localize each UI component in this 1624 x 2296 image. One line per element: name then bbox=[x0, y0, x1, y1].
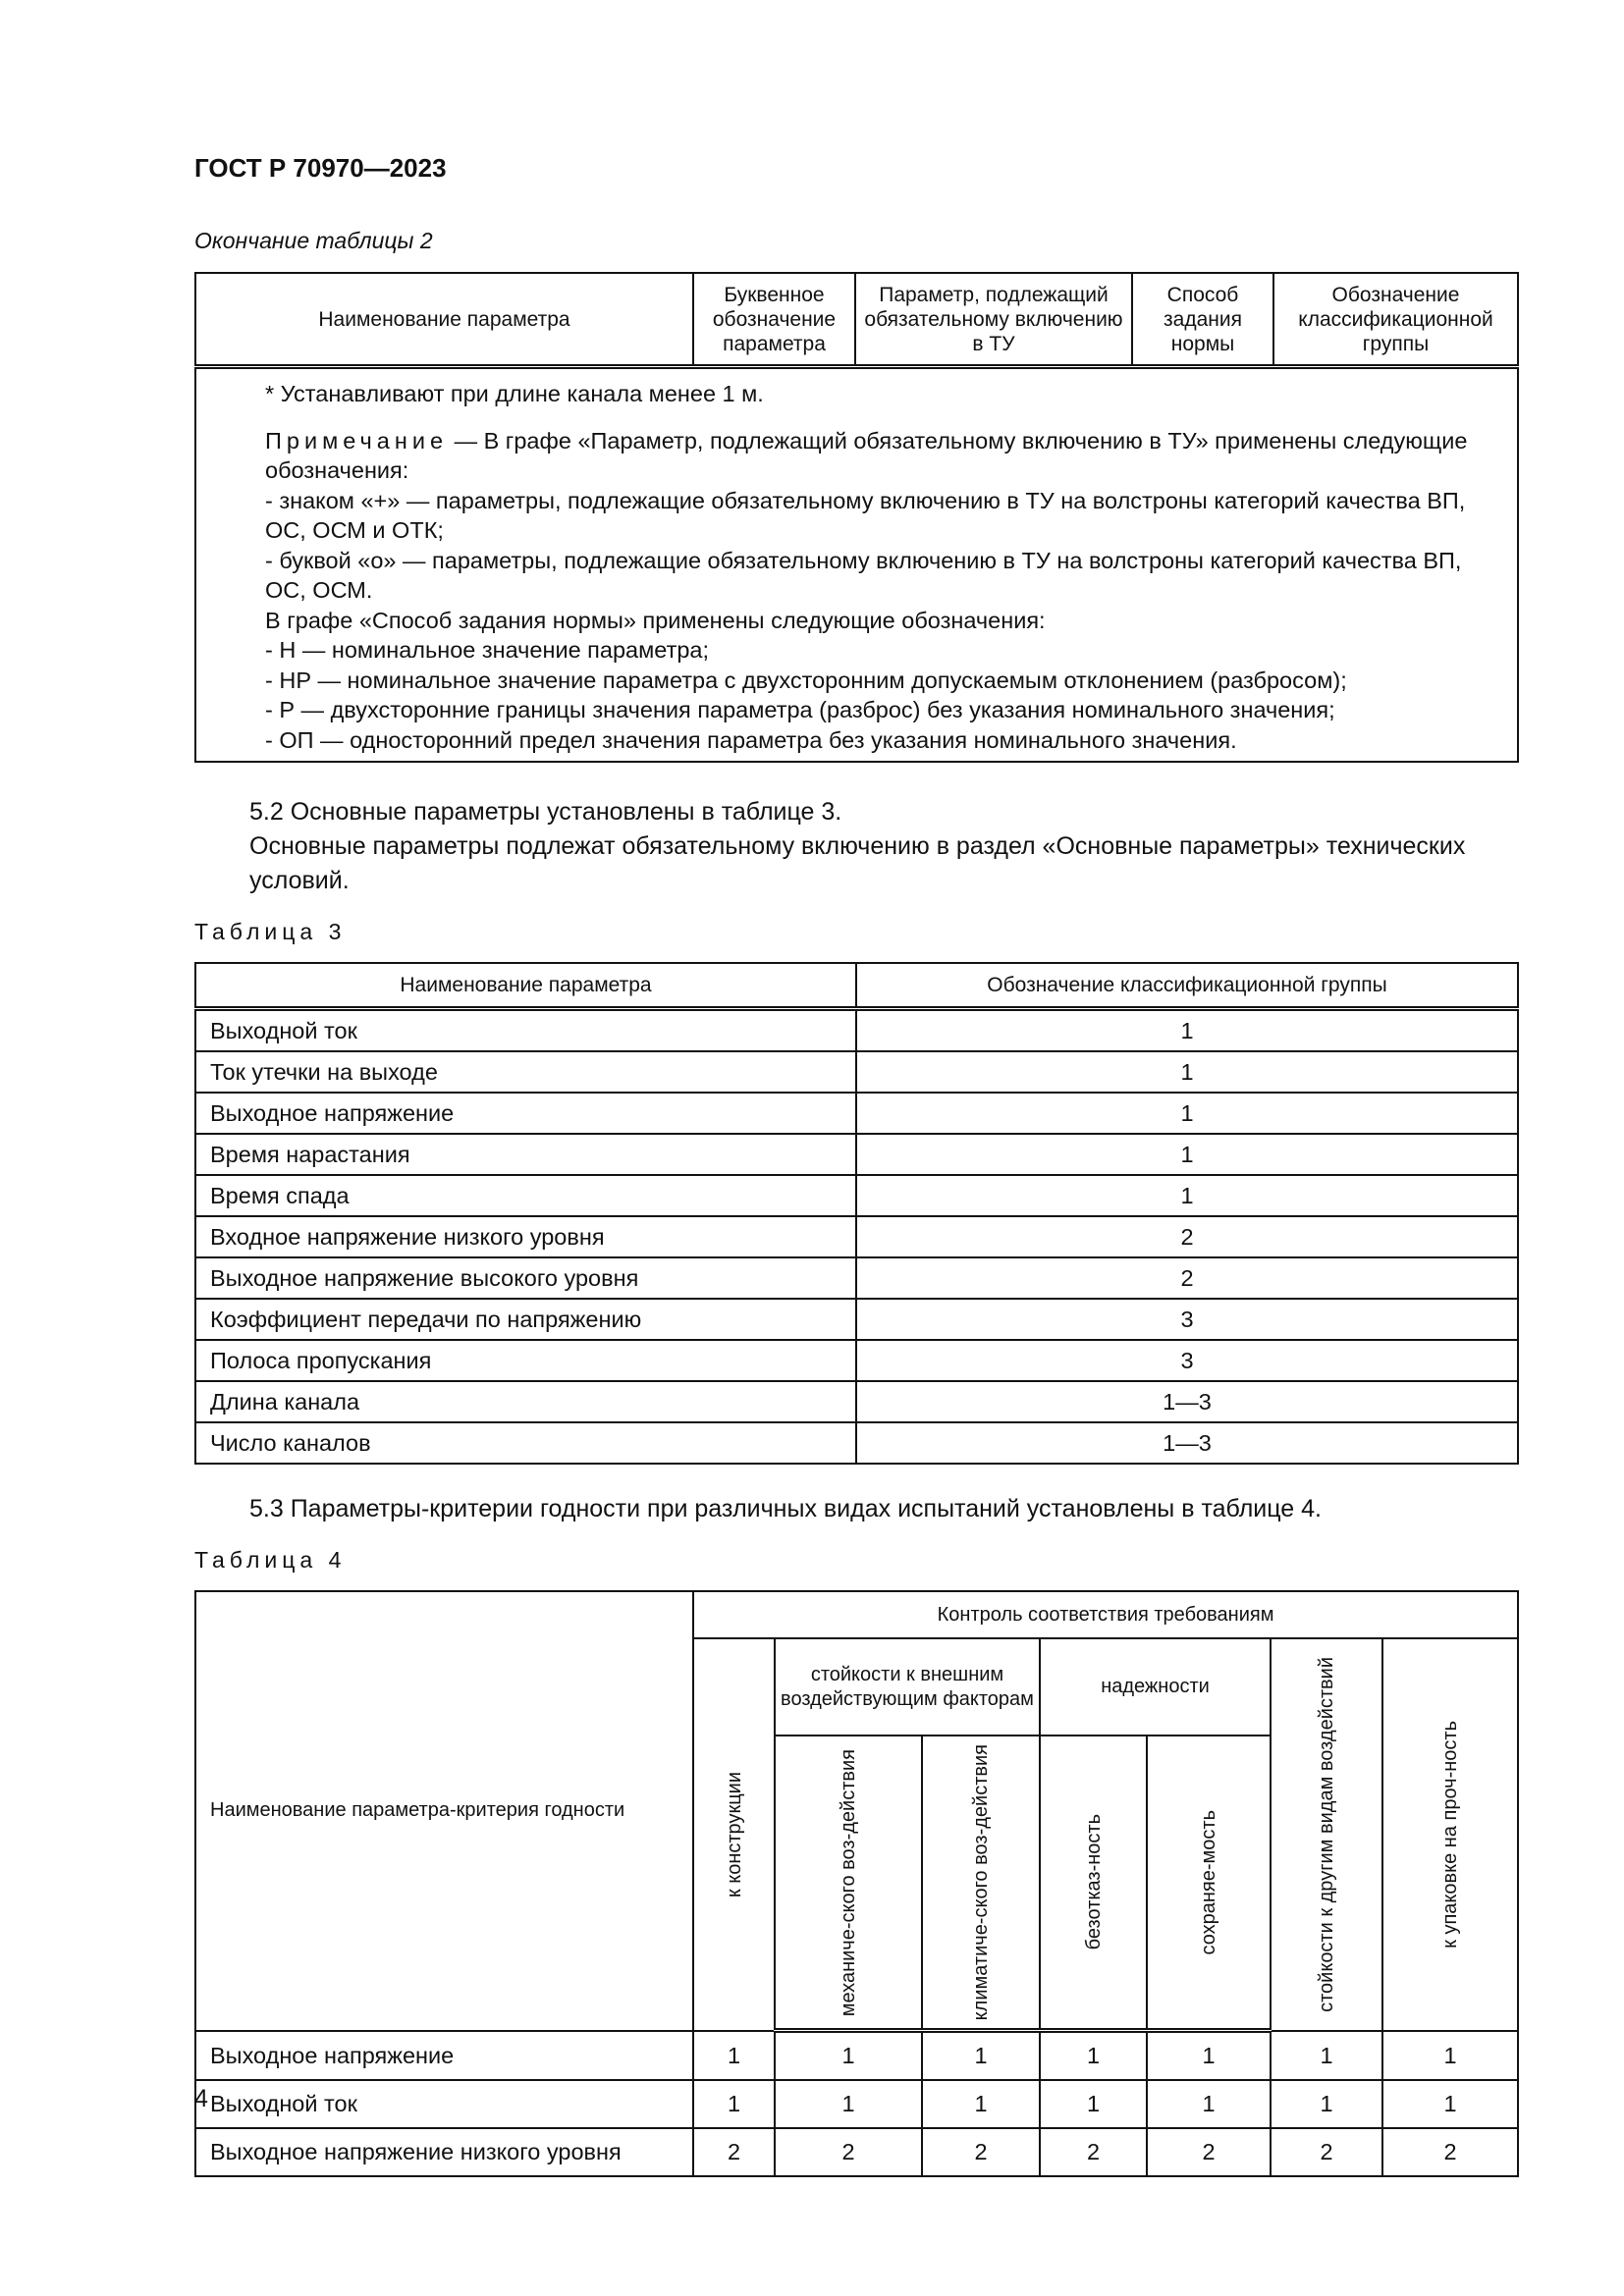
value-cell: 2 bbox=[1382, 2128, 1518, 2176]
column-header: Способ задания нормы bbox=[1132, 273, 1273, 367]
value-cell: 1 bbox=[775, 2031, 922, 2081]
column-header: климатиче-ского воз-действия bbox=[922, 1735, 1040, 2031]
value-cell: 1 bbox=[1382, 2031, 1518, 2081]
value-cell: 2 bbox=[922, 2128, 1040, 2176]
parameter-name-cell: Выходное напряжение bbox=[195, 1093, 856, 1134]
table-2 bbox=[194, 272, 1519, 763]
value-cell: 1 bbox=[1271, 2080, 1382, 2128]
value-cell: 1 bbox=[1271, 2031, 1382, 2081]
group-cell: 3 bbox=[856, 1340, 1518, 1381]
table-row bbox=[195, 2080, 1518, 2128]
table-row bbox=[195, 2031, 1518, 2081]
note-label: Примечание bbox=[265, 427, 449, 454]
note-line: - НР — номинальное значение параметра с двухсторонним допускаемым отклонением (разбросом); bbox=[265, 667, 1347, 693]
value-cell: 1 bbox=[693, 2080, 775, 2128]
table-row bbox=[195, 1134, 1518, 1175]
value-cell: 2 bbox=[1147, 2128, 1271, 2176]
group-cell: 2 bbox=[856, 1257, 1518, 1299]
note-paragraph: Примечание — В графе «Параметр, подлежащий обязательному включению в ТУ» применены следующие обозначения: bbox=[265, 427, 1468, 483]
table-row bbox=[195, 1175, 1518, 1216]
table-row bbox=[195, 1216, 1518, 1257]
parameter-name-cell: Ток утечки на выходе bbox=[195, 1051, 856, 1093]
column-header: механиче-ского воз-действия bbox=[775, 1735, 922, 2031]
table-row bbox=[195, 1093, 1518, 1134]
group-cell: 1 bbox=[856, 1134, 1518, 1175]
parameter-name-cell: Входное напряжение низкого уровня bbox=[195, 1216, 856, 1257]
parameter-name-cell: Выходной ток bbox=[195, 1009, 856, 1052]
parameter-name-cell: Время спада bbox=[195, 1175, 856, 1216]
group-cell: 2 bbox=[856, 1216, 1518, 1257]
footnote: * Устанавливают при длине канала менее 1 м. bbox=[265, 381, 764, 406]
table4-caption: Таблица 4 bbox=[194, 1547, 347, 1573]
group-cell: 1 bbox=[856, 1175, 1518, 1216]
page-number: 4 bbox=[194, 2085, 208, 2112]
note-line: - буквой «о» — параметры, подлежащие обязательному включению в ТУ на волстроны категорий качества ВП, ОС, ОСМ. bbox=[265, 547, 1462, 603]
value-cell: 1 bbox=[922, 2031, 1040, 2081]
table-row bbox=[195, 1340, 1518, 1381]
paragraph: Основные параметры подлежат обязательному включению в раздел «Основные параметры» технических условий. bbox=[249, 832, 1466, 894]
table-row bbox=[195, 1299, 1518, 1340]
value-cell: 2 bbox=[775, 2128, 922, 2176]
value-cell: 1 bbox=[1040, 2031, 1147, 2081]
note-line: - Н — номинальное значение параметра; bbox=[265, 637, 709, 663]
column-header: Обозначение классификационной группы bbox=[856, 963, 1518, 1009]
column-header: Наименование параметра-критерия годности bbox=[195, 1591, 693, 2031]
column-header: Буквенное обозначение параметра bbox=[693, 273, 855, 367]
section-5-2 bbox=[194, 795, 1517, 898]
value-cell: 1 bbox=[1040, 2080, 1147, 2128]
table-row bbox=[195, 1257, 1518, 1299]
table-row bbox=[195, 1009, 1518, 1052]
note-line: В графе «Способ задания нормы» применены следующие обозначения: bbox=[265, 607, 1046, 633]
group-cell: 1 bbox=[856, 1009, 1518, 1052]
paragraph: 5.3 Параметры-критерии годности при различных видах испытаний установлены в таблице 4. bbox=[249, 1495, 1323, 1522]
column-header: Параметр, подлежащий обязательному включению в ТУ bbox=[855, 273, 1132, 367]
value-cell: 1 bbox=[922, 2080, 1040, 2128]
column-header: Обозначение классификационной группы bbox=[1273, 273, 1518, 367]
section-5-3 bbox=[194, 1492, 1517, 1526]
note-line: - знаком «+» — параметры, подлежащие обязательному включению в ТУ на волстроны категорий качества ВП, ОС, ОСМ и ОТК; bbox=[265, 487, 1466, 543]
parameter-name-cell: Выходное напряжение высокого уровня bbox=[195, 1257, 856, 1299]
paragraph: 5.2 Основные параметры установлены в таблице 3. bbox=[249, 798, 842, 826]
parameter-name-cell: Выходное напряжение bbox=[195, 2031, 693, 2081]
group-header: Контроль соответствия требованиям bbox=[693, 1591, 1518, 1638]
table-row bbox=[195, 1381, 1518, 1422]
note-line: - Р — двухсторонние границы значения параметра (разброс) без указания номинального значения; bbox=[265, 697, 1335, 722]
parameter-name-cell: Коэффициент передачи по напряжению bbox=[195, 1299, 856, 1340]
table3-caption: Таблица 3 bbox=[194, 919, 347, 944]
table-header-row bbox=[195, 273, 1518, 367]
group-cell: 3 bbox=[856, 1299, 1518, 1340]
document-header: ГОСТ Р 70970—2023 bbox=[194, 153, 447, 183]
group-header: стойкости к внешним воздействующим факторам bbox=[775, 1638, 1040, 1735]
column-header: Наименование параметра bbox=[195, 963, 856, 1009]
parameter-name-cell: Полоса пропускания bbox=[195, 1340, 856, 1381]
group-cell: 1—3 bbox=[856, 1381, 1518, 1422]
table-row bbox=[195, 1051, 1518, 1093]
group-header: надежности bbox=[1040, 1638, 1271, 1735]
table2-caption: Окончание таблицы 2 bbox=[194, 228, 433, 253]
column-header: Наименование параметра bbox=[195, 273, 693, 367]
column-header: сохраняе-мость bbox=[1147, 1735, 1271, 2031]
value-cell: 2 bbox=[1040, 2128, 1147, 2176]
column-header: к упаковке на проч-ность bbox=[1382, 1638, 1518, 2031]
table-row bbox=[195, 2128, 1518, 2176]
column-header: безотказ-ность bbox=[1040, 1735, 1147, 2031]
table-notes bbox=[195, 367, 1518, 763]
value-cell: 1 bbox=[1147, 2080, 1271, 2128]
table-4 bbox=[194, 1590, 1519, 2177]
value-cell: 1 bbox=[693, 2031, 775, 2081]
value-cell: 1 bbox=[1382, 2080, 1518, 2128]
parameter-name-cell: Длина канала bbox=[195, 1381, 856, 1422]
value-cell: 1 bbox=[775, 2080, 922, 2128]
parameter-name-cell: Выходной ток bbox=[195, 2080, 693, 2128]
parameter-name-cell: Число каналов bbox=[195, 1422, 856, 1464]
value-cell: 2 bbox=[693, 2128, 775, 2176]
table-3 bbox=[194, 962, 1519, 1465]
value-cell: 2 bbox=[1271, 2128, 1382, 2176]
group-cell: 1—3 bbox=[856, 1422, 1518, 1464]
value-cell: 1 bbox=[1147, 2031, 1271, 2081]
parameter-name-cell: Время нарастания bbox=[195, 1134, 856, 1175]
column-header: к конструкции bbox=[693, 1638, 775, 2031]
parameter-name-cell: Выходное напряжение низкого уровня bbox=[195, 2128, 693, 2176]
group-cell: 1 bbox=[856, 1093, 1518, 1134]
group-cell: 1 bbox=[856, 1051, 1518, 1093]
note-line: - ОП — односторонний предел значения параметра без указания номинального значения. bbox=[265, 726, 1237, 753]
column-header: стойкости к другим видам воздействий bbox=[1271, 1638, 1382, 2031]
table-row bbox=[195, 1422, 1518, 1464]
